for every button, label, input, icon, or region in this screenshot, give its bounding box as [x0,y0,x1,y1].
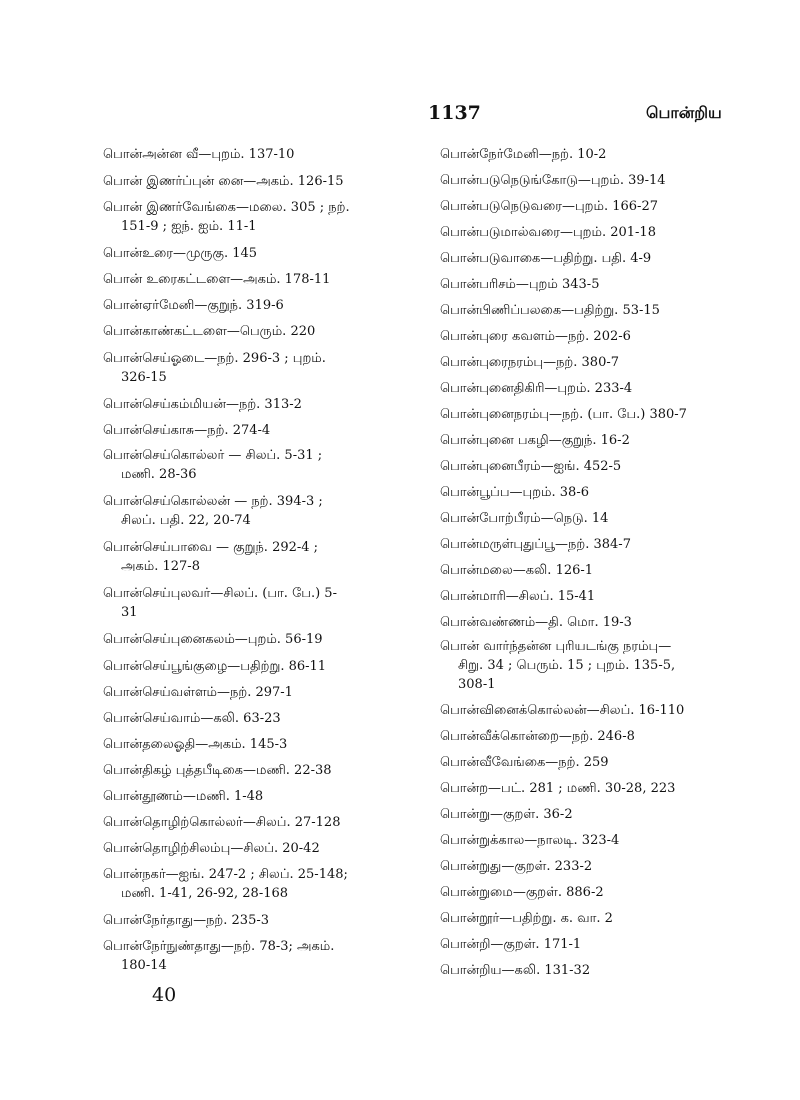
entry-headword-line: பொன்தலைஓதி—அகம். 145-3 [103,737,288,752]
index-entry [440,613,632,632]
entry-headword-line: பொன்திகழ் புத்தபீடிகை—மணி. 22-38 [103,763,332,778]
entry-headword-line: பொன்புனைதிகிரி—புறம். 233-4 [440,381,633,396]
entry-headword-line: பொன்வினைக்கொல்லன்—சிலப். 16-110 [440,703,685,718]
entry-headword-line: பொன்புனைபீரம்—ஐங். 452-5 [440,459,622,474]
index-entry [440,883,604,902]
entry-headword-line: பொன்மருள்புதுப்பூ—நற். 384-7 [440,537,631,552]
index-entry [440,857,592,876]
index-entry [103,735,287,754]
index-entry [440,961,590,980]
index-entry [103,657,326,676]
entry-headword-line: பொன்செய்புனைகலம்—புறம். 56-19 [103,632,323,647]
entry-headword-line: பொன்செய்வாம்—கலி. 63-23 [103,711,281,726]
entry-headword-line: பொன்காண்கட்டளை—பெரும். 220 [103,324,316,339]
entry-headword-line: பொன்நேர்தாது—நற். 235-3 [103,913,270,928]
entry-headword-line: பொன்படுநெடுங்கோடு—புறம். 39-14 [440,173,666,188]
entry-headword-line: பொன்படுமால்வரை—புறம். 201-18 [440,225,656,240]
entry-headword-line: பொன்படுநெடுவரை—புறம். 166-27 [440,199,658,214]
entry-continuation-line: 31 [121,605,138,620]
index-entry [103,421,270,440]
entry-headword-line: பொன்செய்புலவர்—சிலப். (பா. பே.) 5- [103,586,337,601]
entry-headword-line: பொன்அன்ன வீ—புறம். 137-10 [103,147,295,162]
entry-headword-line: பொன்நேர்மேனி—நற். 10-2 [440,147,607,162]
index-entry [103,683,293,702]
index-entry [103,145,294,164]
entry-continuation-line: மணி. 28-36 [121,467,197,482]
entry-continuation-line: 151-9 ; ஐந். ஐம். 11-1 [121,219,257,234]
entry-headword-line: பொன்தொழிற்கொல்லர்—சிலப். 27-128 [103,815,341,830]
index-entry [103,296,284,315]
page-number: 1137 [428,102,481,124]
entry-headword-line: பொன்செய்கம்மியன்—நற். 313-2 [103,397,302,412]
entry-headword-line: பொன்உரை—முருகு. 145 [103,246,258,261]
index-entry [440,483,589,502]
index-entry [103,270,330,289]
index-entry [440,637,675,694]
entry-headword-line: பொன்பூப்ப—புறம். 38-6 [440,485,589,500]
entry-headword-line: பொன்றி—குறள். 171-1 [440,937,582,952]
index-entry [440,509,608,528]
index-entry [440,457,621,476]
index-entry [440,223,656,242]
index-entry [440,379,632,398]
entry-headword-line: பொன்புனை பகழி—குறுந். 16-2 [440,433,630,448]
entry-headword-line: பொன்பரிசம்—புறம் 343-5 [440,277,600,292]
entry-headword-line: பொன் இணர்வேங்கை—மலை. 305 ; நற். [103,200,350,215]
index-entry [440,327,631,346]
entry-headword-line: பொன்வீக்கொன்றை—நற். 246-8 [440,729,635,744]
entry-headword-line: பொன்செய்ஓடை—நற். 296-3 ; புறம். [103,351,326,366]
index-entry [440,753,609,772]
index-entry [440,935,581,954]
index-entry [440,535,631,554]
index-entry [103,761,332,780]
index-entry [440,431,630,450]
entry-headword-line: பொன்றுது—குறள். 233-2 [440,859,593,874]
entry-headword-line: பொன்செய்பூங்குழை—பதிற்று. 86-11 [103,659,327,674]
entry-headword-line: பொன்பிணிப்பலகை—பதிற்று. 53-15 [440,303,660,318]
entry-headword-line: பொன்தொழிற்சிலம்பு—சிலப். 20-42 [103,841,320,856]
entry-headword-line: பொன்மலை—கலி. 126-1 [440,563,594,578]
entry-headword-line: பொன்வீவேங்கை—நற். 259 [440,755,609,770]
index-entry [103,349,326,387]
index-entry [103,630,323,649]
index-entry [440,249,651,268]
entry-headword-line: பொன்படுவாகை—பதிற்று. பதி. 4-9 [440,251,652,266]
footer-page-marker: 40 [152,984,177,1006]
index-entry [103,395,302,414]
index-entry [440,727,635,746]
entry-headword-line: பொன்செய்காசு—நற். 274-4 [103,423,271,438]
index-entry [103,244,257,263]
entry-headword-line: பொன் வார்ந்தன்ன புரியடங்கு நரம்பு— [440,639,672,654]
entry-headword-line: பொன்செய்கொல்லர் — சிலப். 5-31 ; [103,448,323,463]
index-entry [103,839,320,858]
index-entry [103,198,350,236]
index-entry [103,172,344,191]
entry-headword-line: பொன்று—குறள். 36-2 [440,807,573,822]
entry-headword-line: பொன்தூணம்—மணி. 1-48 [103,789,264,804]
index-entry [103,322,315,341]
index-entry [440,353,619,372]
entry-headword-line: பொன்றூர்—பதிற்று. க. வா. 2 [440,911,613,926]
entry-headword-line: பொன் உரைகட்டளை—அகம். 178-11 [103,272,331,287]
entry-headword-line: பொன்மாரி—சிலப். 15-41 [440,589,596,604]
index-entry [440,145,606,164]
index-entry [440,831,619,850]
entry-continuation-line: 326-15 [121,370,167,385]
entry-continuation-line: 308-1 [458,677,496,692]
index-entry [440,561,593,580]
entry-headword-line: பொன்றுக்கால—நாலடி. 323-4 [440,833,620,848]
entry-headword-line: பொன்செய்கொல்லன் — நற். 394-3 ; [103,494,323,509]
entry-headword-line: பொன்நேர்நுண்தாது—நற். 78-3; அகம். [103,939,335,954]
index-entry [103,911,269,930]
index-entry [440,779,675,798]
entry-headword-line: பொன்நகர்—ஐங். 247-2 ; சிலப். 25-148; [103,867,348,882]
index-entry [103,538,318,576]
entry-continuation-line: சிலப். பதி. 22, 20-74 [121,513,251,528]
index-entry [440,171,666,190]
guide-word: பொன்றிய [646,103,722,122]
entry-headword-line: பொன்ற—பட். 281 ; மணி. 30-28, 223 [440,781,676,796]
index-entry [440,275,599,294]
entry-continuation-line: 180-14 [121,958,167,973]
index-entry [440,701,684,720]
entry-headword-line: பொன்றுமை—குறள். 886-2 [440,885,604,900]
entry-headword-line: பொன்புரைநரம்பு—நற். 380-7 [440,355,620,370]
index-entry [440,909,613,928]
entry-headword-line: பொன்வண்ணம்—தி. மொ. 19-3 [440,615,632,630]
index-entry [440,405,687,424]
entry-headword-line: பொன்புரை கவளம்—நற். 202-6 [440,329,631,344]
index-entry [103,584,337,622]
entry-headword-line: பொன்ஏர்மேனி—குறுந். 319-6 [103,298,284,313]
entry-headword-line: பொன்றிய—கலி. 131-32 [440,963,591,978]
entry-headword-line: பொன்செய்பாவை — குறுந். 292-4 ; [103,540,319,555]
entry-headword-line: பொன்போற்பீரம்—நெடு. 14 [440,511,609,526]
entry-continuation-line: அகம். 127-8 [121,559,200,574]
index-entry [103,709,281,728]
index-entry [103,813,340,832]
index-entry [440,805,573,824]
index-entry [440,301,660,320]
index-entry [440,197,658,216]
index-entry [103,492,323,530]
index-entry [103,787,263,806]
index-entry [103,446,322,484]
entry-headword-line: பொன் இணர்ப்புன் னை—அகம். 126-15 [103,174,344,189]
entry-continuation-line: சிறு. 34 ; பெரும். 15 ; புறம். 135-5, [458,658,676,673]
entry-headword-line: பொன்புனைநரம்பு—நற். (பா. பே.) 380-7 [440,407,687,422]
index-entry [103,865,348,903]
entry-headword-line: பொன்செய்வள்ளம்—நற். 297-1 [103,685,293,700]
index-entry [103,937,334,975]
entry-continuation-line: மணி. 1-41, 26-92, 28-168 [121,886,289,901]
index-entry [440,587,595,606]
